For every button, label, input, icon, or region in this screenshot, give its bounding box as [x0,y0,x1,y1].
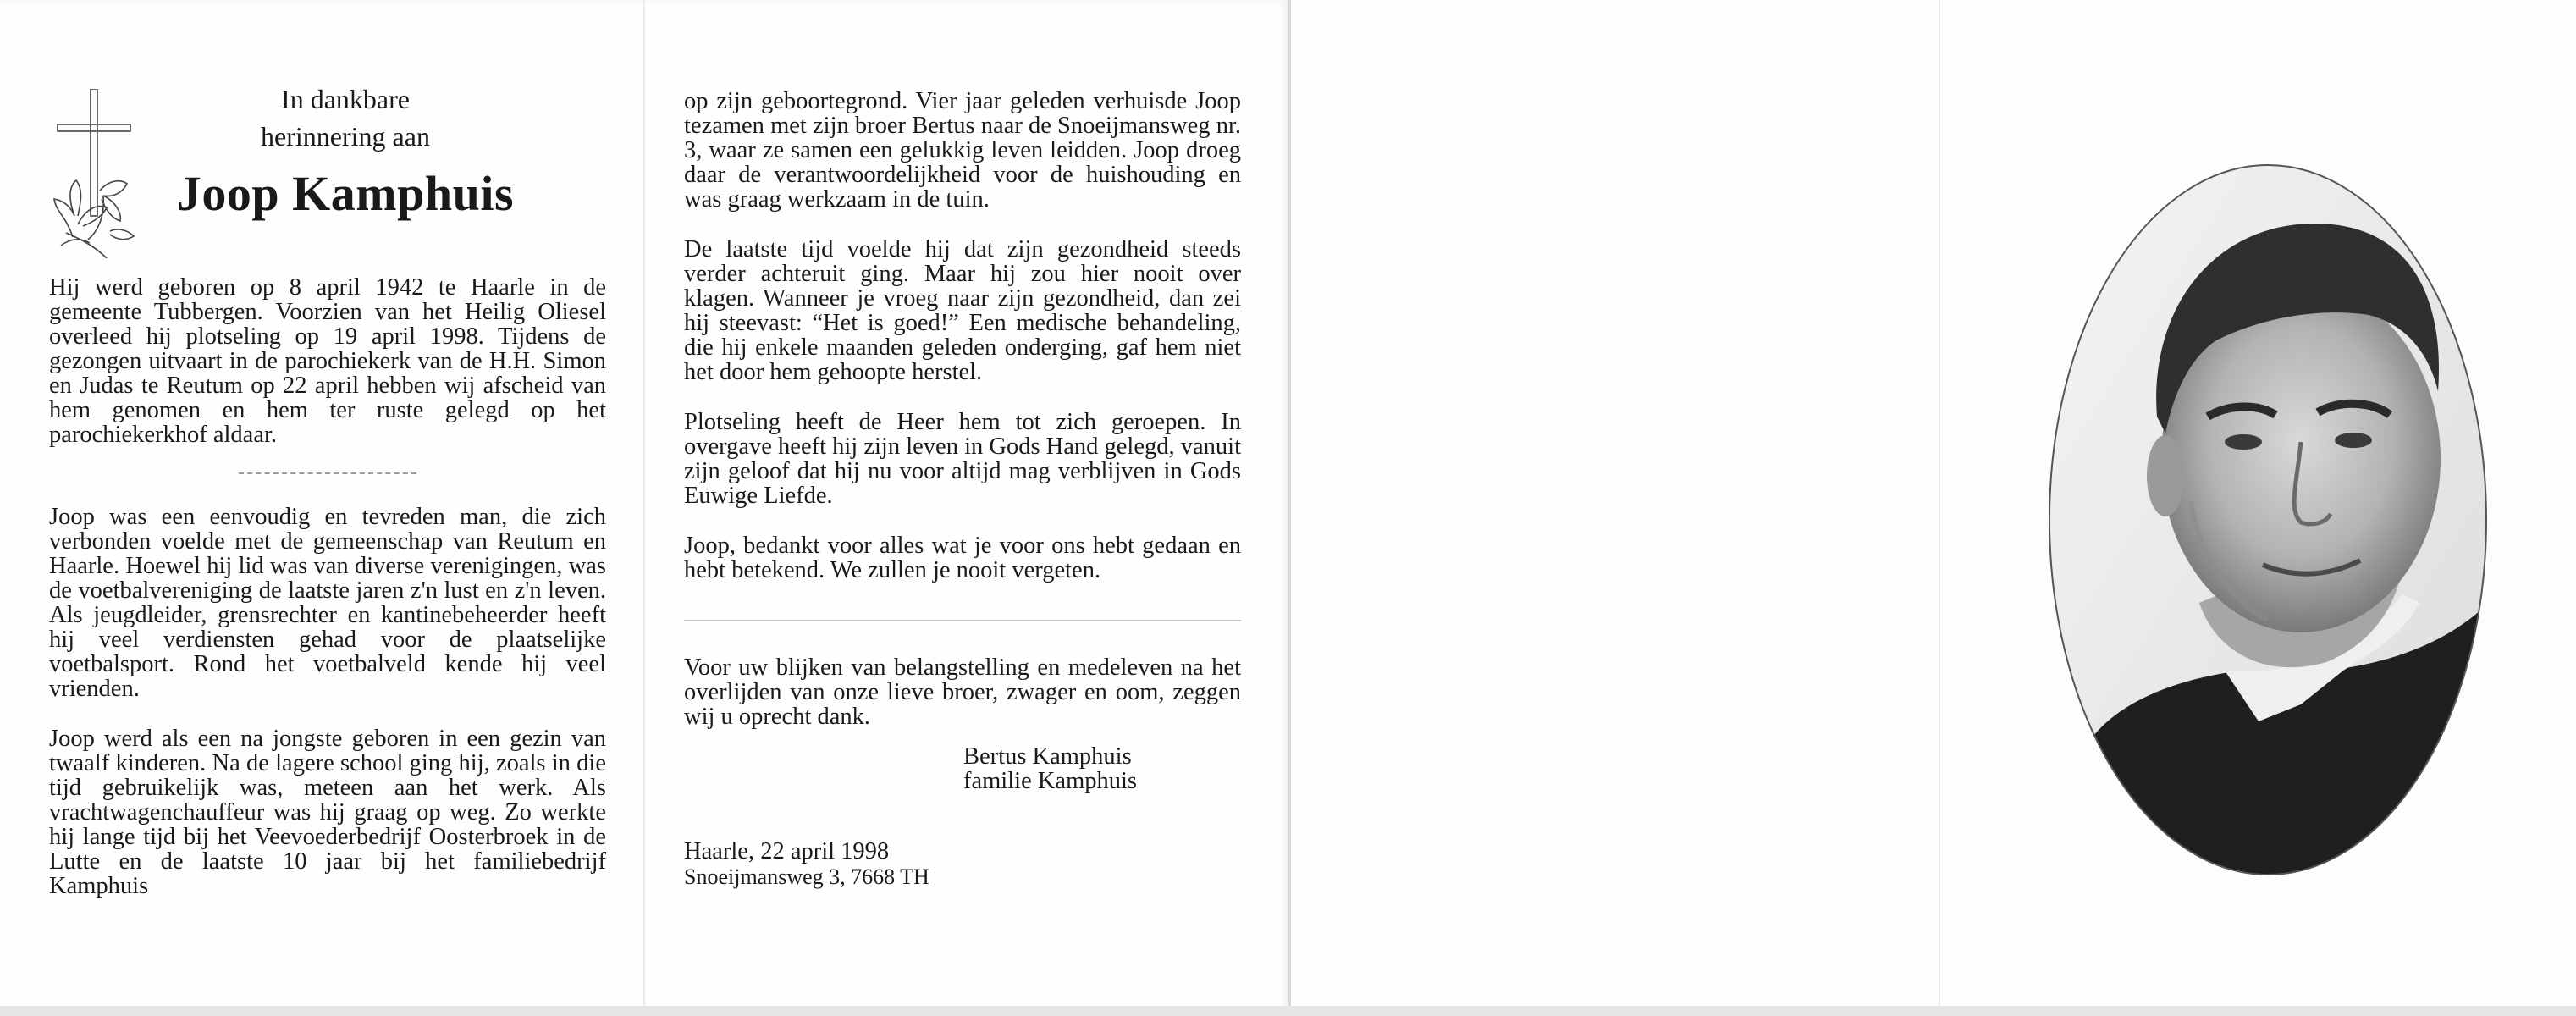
fold-line-right [1939,0,1940,1016]
deceased-name: Joop Kamphuis [176,166,515,221]
paragraph-home: op zijn geboortegrond. Vier jaar geleden verhuisde Joop tezamen met zijn broer Bertus naar de Snoeijmansweg nr. 3, waar ze samen een gelukkig leven leidden. Joop droeg daar de verantwoordelijkheid voor de huishouding en was graag werkzaam in de tuin. [684,88,1241,213]
memorial-text-right [684,89,1241,890]
paragraph-health: De laatste tijd voelde hij dat zijn gezondheid steeds verder achteruit ging. Maar hij zou hier nooit over klagen. Wanneer je vroeg naar zijn gezondheid, dan zei hij steevast: “Het is goed!” Een medische behandeling, die hij enkele maanden geleden onderging, gaf hem niet het door hem gehoopte herstel. [684,236,1241,385]
signature-line-1: Bertus Kamphuis [963,743,1132,770]
paragraph-work: Joop werd als een na jongste geboren in een gezin van twaalf kinderen. Na de lagere school ging hij, zoals in die tijd gebruikelijk was, meteen aan het werk. Als vrachtwagenchauffeur was hij graag op weg. Zo werkte hij lange tijd bij het Veevoederbedrijf Oosterbroek in de Lutte en de laatste 10 jaar bij het familiebedrijf Kamphuis [49,726,606,899]
memorial-header [49,80,606,275]
scan-bottom-edge [0,1006,2576,1016]
portrait-photo [2047,163,2489,878]
fold-line-left [643,0,645,1016]
signature-line-2: familie Kamphuis [963,768,1137,794]
paragraph-faith: Plotseling heeft de Heer hem tot zich geroepen. In overgave heeft hij zijn leven in Gods Hand gelegd, vanuit zijn geloof dat hij nu voor altijd mag verblijven in Gods Euwige Liefde. [684,409,1241,509]
thanks-text: Voor uw blijken van belangstelling en medeleven na het overlijden van onze lieve broer, zwager en oom, zeggen wij u oprecht dank. [684,654,1241,730]
portrait-oval [2047,163,2489,878]
paragraph-farewell: Joop, bedankt voor alles wat je voor ons hebt gedaan en hebt betekend. We zullen je nooit vergeten. [684,533,1241,583]
dashed-divider [239,472,416,474]
signature-block [963,744,1241,793]
paragraph-birth-death: Hij werd geboren op 8 april 1942 te Haarle in de gemeente Tubbergen. Voorzien van het Heilig Oliesel overleed hij plotseling op 19 april 1998. Tijdens de gezongen uitvaart in de parochiekerk van de H.H. Simon en Judas te Reutum op 22 april hebben wij afscheid van hem genomen en hem ter ruste gelegd op het parochiekerkhof aldaar. [49,274,606,448]
intro-text [151,80,540,155]
cross-with-lilies-icon [49,89,142,258]
paragraph-character: Joop was een eenvoudig en tevreden man, die zich verbonden voelde met de gemeenschap van Reutum en Haarle. Hoewel hij lid was van diverse verenigingen, was de voetbalvereniging de laatste jaren z'n lust en z'n leven. Als jeugdleider, grensrechter en kantinebeheerder heeft hij veel verdiensten gehad voor de plaatselijke voetbalsport. Rond het voetbalveld kende hij veel vrienden. [49,504,606,702]
address: Snoeijmansweg 3, 7668 TH [684,864,929,889]
memorial-text-left [49,80,606,924]
intro-line-2: herinnering aan [261,121,430,152]
intro-line-1: In dankbare [281,84,410,114]
place-date: Haarle, 22 april 1998 [684,838,890,864]
horizontal-divider [684,620,1241,621]
